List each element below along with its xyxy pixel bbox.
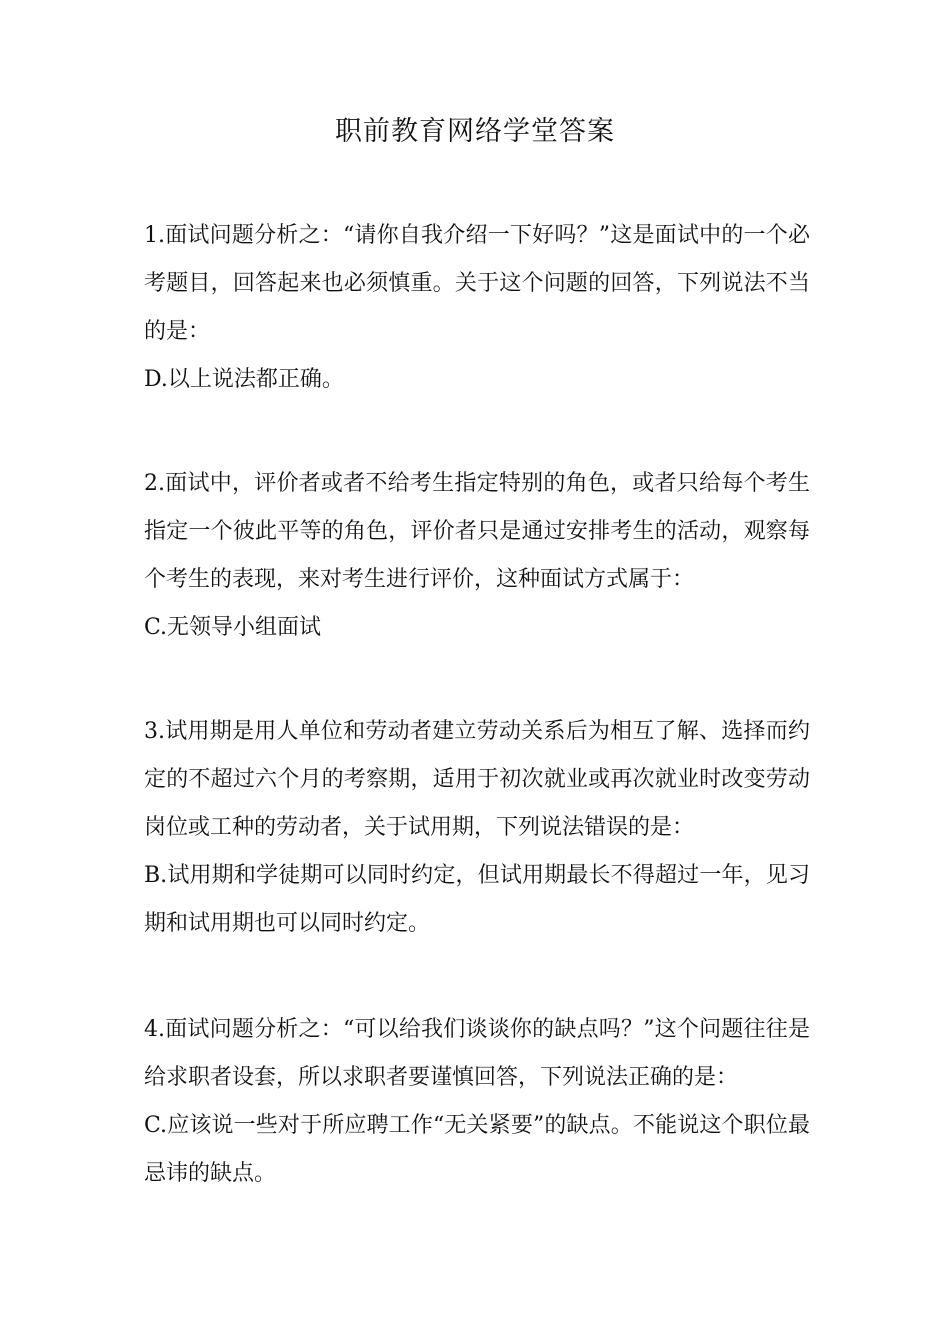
qa-item-4 bbox=[144, 1006, 810, 1198]
qa-item-3 bbox=[144, 708, 810, 948]
answer-text: B.试用期和学徒期可以同时约定，但试用期最长不得超过一年，见习期和试用期也可以同时约定。 bbox=[144, 863, 810, 936]
question-text: 4.面试问题分析之：“可以给我们谈谈你的缺点吗？”这个问题往往是给求职者设套，所以求职者要谨慎回答，下列说法正确的是： bbox=[144, 1017, 810, 1090]
answer-text: C.无领导小组面试 bbox=[144, 615, 322, 640]
question-text: 3.试用期是用人单位和劳动者建立劳动关系后为相互了解、选择而约定的不超过六个月的考察期，适用于初次就业或再次就业时改变劳动岗位或工种的劳动者，关于试用期，下列说法错误的是： bbox=[144, 719, 810, 840]
qa-item-1 bbox=[144, 212, 810, 404]
document-title: 职前教育网络学堂答案 bbox=[335, 116, 615, 147]
answer-text: C.应该说一些对于所应聘工作“无关紧要”的缺点。不能说这个职位最忌讳的缺点。 bbox=[144, 1113, 810, 1186]
question-text: 2.面试中，评价者或者不给考生指定特别的角色，或者只给每个考生指定一个彼此平等的角色，评价者只是通过安排考生的活动，观察每个考生的表现，来对考生进行评价，这种面试方式属于： bbox=[144, 471, 810, 592]
qa-item-2 bbox=[144, 460, 810, 652]
answer-text: D.以上说法都正确。 bbox=[144, 367, 344, 392]
question-text: 1.面试问题分析之：“请你自我介绍一下好吗？”这是面试中的一个必考题目，回答起来也必须慎重。关于这个问题的回答，下列说法不当的是： bbox=[144, 223, 810, 344]
